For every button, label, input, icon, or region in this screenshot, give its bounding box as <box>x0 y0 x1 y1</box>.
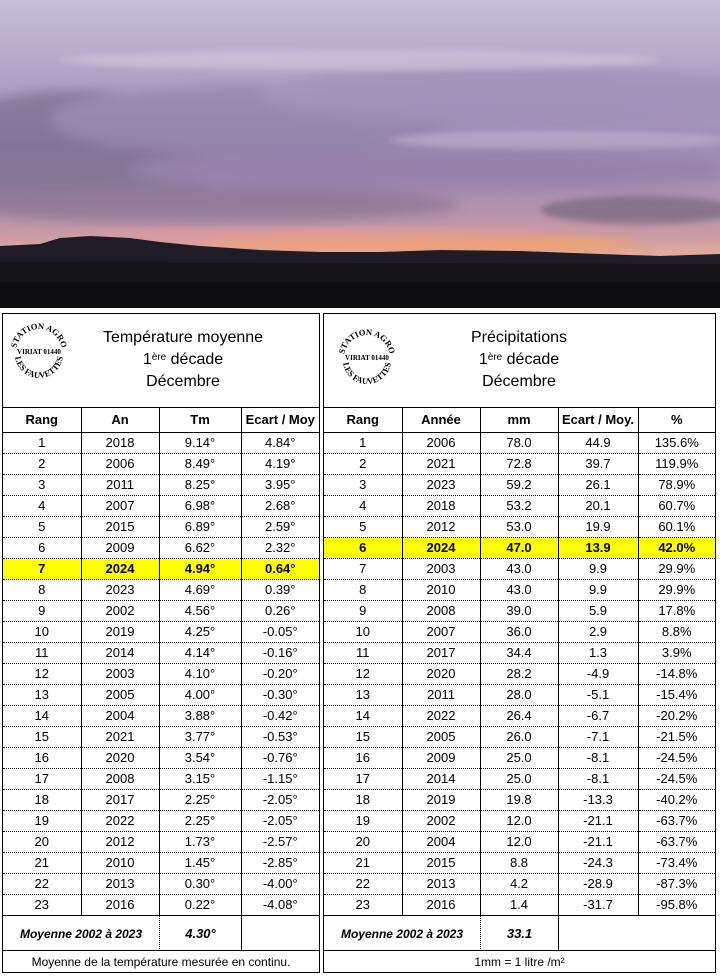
table-cell: 9.14° <box>159 432 241 453</box>
table-cell: 78.9% <box>638 474 715 495</box>
table-cell: -2.85° <box>241 852 319 873</box>
table-row <box>324 831 715 852</box>
table-cell: 1.73° <box>159 831 241 852</box>
table-cell: -24.3 <box>558 852 638 873</box>
table-cell: 2004 <box>81 705 159 726</box>
table-cell: 2002 <box>402 810 480 831</box>
temperature-month: Décembre <box>146 373 220 390</box>
table-cell: -0.16° <box>241 642 319 663</box>
table-row <box>3 852 319 873</box>
table-cell: -6.7 <box>558 705 638 726</box>
table-cell: -8.1 <box>558 747 638 768</box>
table-cell: 4.19° <box>241 453 319 474</box>
precipitation-table <box>324 408 715 916</box>
table-cell: 2021 <box>81 726 159 747</box>
table-cell: 5 <box>3 516 81 537</box>
table-cell: -2.57° <box>241 831 319 852</box>
table-row <box>324 768 715 789</box>
table-row <box>324 537 715 558</box>
table-cell: 23 <box>324 894 402 915</box>
table-cell: 0.64° <box>241 558 319 579</box>
table-row <box>3 810 319 831</box>
precipitation-note: 1mm = 1 litre /m² <box>324 950 715 972</box>
table-cell: -0.20° <box>241 663 319 684</box>
svg-text:STATION AGRO: STATION AGRO <box>336 326 398 355</box>
table-cell: 6 <box>3 537 81 558</box>
table-cell: -7.1 <box>558 726 638 747</box>
table-cell: 2002 <box>81 600 159 621</box>
table-cell: 12 <box>3 663 81 684</box>
table-cell: 2009 <box>402 747 480 768</box>
table-cell: 2022 <box>81 810 159 831</box>
table-cell: 26.0 <box>480 726 558 747</box>
temperature-table <box>3 408 319 916</box>
table-cell: 135.6% <box>638 432 715 453</box>
table-cell: 2007 <box>81 495 159 516</box>
table-cell: -40.2% <box>638 789 715 810</box>
table-cell: 53.0 <box>480 516 558 537</box>
table-row <box>324 705 715 726</box>
table-row <box>3 768 319 789</box>
table-row <box>3 600 319 621</box>
table-cell: 29.9% <box>638 579 715 600</box>
table-cell: 2023 <box>81 579 159 600</box>
table-cell: 2021 <box>402 453 480 474</box>
table-cell: 2016 <box>402 894 480 915</box>
table-cell: -87.3% <box>638 873 715 894</box>
table-cell: 0.30° <box>159 873 241 894</box>
table-cell: 10 <box>3 621 81 642</box>
precipitation-panel <box>323 313 716 973</box>
table-cell: 6.98° <box>159 495 241 516</box>
table-cell: 2014 <box>402 768 480 789</box>
table-cell: 78.0 <box>480 432 558 453</box>
table-cell: 39.0 <box>480 600 558 621</box>
precipitation-table-header <box>324 408 715 432</box>
table-cell: -0.30° <box>241 684 319 705</box>
svg-text:VIRIAT 01440: VIRIAT 01440 <box>17 348 61 356</box>
table-cell: -31.7 <box>558 894 638 915</box>
table-cell: 21 <box>3 852 81 873</box>
precipitation-average-row <box>324 915 715 951</box>
svg-text:VIRIAT 01440: VIRIAT 01440 <box>345 354 389 362</box>
table-cell: 60.1% <box>638 516 715 537</box>
table-cell: 11 <box>3 642 81 663</box>
table-cell: 2010 <box>81 852 159 873</box>
table-cell: 2011 <box>402 684 480 705</box>
table-cell: -63.7% <box>638 831 715 852</box>
table-cell: 20 <box>3 831 81 852</box>
table-cell: 0.22° <box>159 894 241 915</box>
table-cell: 2019 <box>402 789 480 810</box>
table-cell: 12.0 <box>480 831 558 852</box>
table-cell: -24.5% <box>638 768 715 789</box>
table-cell: 7 <box>3 558 81 579</box>
table-cell: -8.1 <box>558 768 638 789</box>
table-cell: 18 <box>3 789 81 810</box>
column-header: Ecart / Moy <box>241 408 319 432</box>
table-cell: 4.14° <box>159 642 241 663</box>
table-cell: 20 <box>324 831 402 852</box>
table-cell: 72.8 <box>480 453 558 474</box>
temperature-note: Moyenne de la température mesurée en continu. <box>3 950 319 972</box>
table-cell: 6 <box>324 537 402 558</box>
table-cell: 2015 <box>81 516 159 537</box>
table-row <box>324 642 715 663</box>
table-cell: 17.8% <box>638 600 715 621</box>
table-cell: 36.0 <box>480 621 558 642</box>
table-cell: 22 <box>324 873 402 894</box>
table-row <box>3 831 319 852</box>
svg-text:LES FAUVETTES: LES FAUVETTES <box>341 361 393 386</box>
table-cell: -2.05° <box>241 789 319 810</box>
table-cell: -0.05° <box>241 621 319 642</box>
column-header: Rang <box>324 408 402 432</box>
table-cell: 2.25° <box>159 810 241 831</box>
table-cell: 8.25° <box>159 474 241 495</box>
station-stamp-logo <box>8 318 70 380</box>
table-cell: 2010 <box>402 579 480 600</box>
table-cell: 3.54° <box>159 747 241 768</box>
table-cell: 6.89° <box>159 516 241 537</box>
temperature-average-row <box>3 915 319 951</box>
table-cell: 6.62° <box>159 537 241 558</box>
table-cell: 3.77° <box>159 726 241 747</box>
table-cell: 5.9 <box>558 600 638 621</box>
temperature-panel <box>2 313 320 973</box>
table-cell: -4.9 <box>558 663 638 684</box>
table-cell: 20.1 <box>558 495 638 516</box>
table-cell: 47.0 <box>480 537 558 558</box>
table-cell: 9.9 <box>558 558 638 579</box>
precipitation-average-value: 33.1 <box>481 916 559 951</box>
table-cell: 2005 <box>81 684 159 705</box>
table-cell: 43.0 <box>480 579 558 600</box>
table-cell: 2 <box>324 453 402 474</box>
table-cell: 2017 <box>402 642 480 663</box>
table-cell: 53.2 <box>480 495 558 516</box>
table-cell: 2006 <box>81 453 159 474</box>
table-cell: 1 <box>3 432 81 453</box>
table-cell: 2014 <box>81 642 159 663</box>
table-cell: 59.2 <box>480 474 558 495</box>
table-cell: 2008 <box>81 768 159 789</box>
table-cell: -73.4% <box>638 852 715 873</box>
column-header: % <box>638 408 715 432</box>
table-cell: 8.8% <box>638 621 715 642</box>
table-cell: 3 <box>3 474 81 495</box>
temperature-table-header <box>3 408 319 432</box>
column-header: Année <box>402 408 480 432</box>
table-cell: 25.0 <box>480 747 558 768</box>
table-cell: 2018 <box>81 432 159 453</box>
table-cell: 2007 <box>402 621 480 642</box>
table-cell: -28.9 <box>558 873 638 894</box>
temperature-header <box>3 314 319 408</box>
table-cell: 1.45° <box>159 852 241 873</box>
table-cell: 15 <box>3 726 81 747</box>
precipitation-month: Décembre <box>482 373 556 390</box>
table-cell: 11 <box>324 642 402 663</box>
table-row <box>3 663 319 684</box>
table-row <box>3 558 319 579</box>
table-row <box>3 537 319 558</box>
table-cell: 4.25° <box>159 621 241 642</box>
table-cell: 2.25° <box>159 789 241 810</box>
table-cell: 13 <box>3 684 81 705</box>
table-cell: 2020 <box>402 663 480 684</box>
station-stamp-logo <box>336 324 398 386</box>
table-cell: 119.9% <box>638 453 715 474</box>
table-cell: -0.42° <box>241 705 319 726</box>
precipitation-average-label: Moyenne 2002 à 2023 <box>324 916 481 951</box>
table-cell: 2003 <box>81 663 159 684</box>
table-row <box>3 873 319 894</box>
table-cell: 19 <box>324 810 402 831</box>
table-cell: 21 <box>324 852 402 873</box>
table-cell: 4 <box>324 495 402 516</box>
table-row <box>324 474 715 495</box>
table-cell: 19 <box>3 810 81 831</box>
precipitation-title: Précipitations <box>470 329 568 346</box>
table-cell: 2023 <box>402 474 480 495</box>
table-row <box>3 516 319 537</box>
temperature-title-block <box>63 327 303 393</box>
table-row <box>324 747 715 768</box>
table-cell: 2008 <box>402 600 480 621</box>
table-cell: 3.95° <box>241 474 319 495</box>
table-cell: -24.5% <box>638 747 715 768</box>
table-cell: 1.4 <box>480 894 558 915</box>
table-cell: 2003 <box>402 558 480 579</box>
table-cell: 19.8 <box>480 789 558 810</box>
table-cell: 3 <box>324 474 402 495</box>
table-cell: 19.9 <box>558 516 638 537</box>
table-cell: -4.08° <box>241 894 319 915</box>
table-cell: -14.8% <box>638 663 715 684</box>
table-cell: 22 <box>3 873 81 894</box>
table-row <box>3 789 319 810</box>
table-cell: 3.88° <box>159 705 241 726</box>
temperature-decade: 1ère décade <box>142 351 224 368</box>
table-cell: 2017 <box>81 789 159 810</box>
table-cell: 3.9% <box>638 642 715 663</box>
column-header: Rang <box>3 408 81 432</box>
table-cell: 2015 <box>402 852 480 873</box>
table-row <box>324 873 715 894</box>
table-cell: 26.4 <box>480 705 558 726</box>
table-row <box>324 852 715 873</box>
table-cell: -15.4% <box>638 684 715 705</box>
table-cell: 2011 <box>81 474 159 495</box>
temperature-average-label: Moyenne 2002 à 2023 <box>3 916 160 951</box>
precipitation-header <box>324 314 715 408</box>
table-cell: 2005 <box>402 726 480 747</box>
table-row <box>3 705 319 726</box>
table-cell: 17 <box>324 768 402 789</box>
table-cell: 44.9 <box>558 432 638 453</box>
table-cell: -4.00° <box>241 873 319 894</box>
column-header: mm <box>480 408 558 432</box>
table-cell: 0.39° <box>241 579 319 600</box>
table-row <box>3 642 319 663</box>
table-cell: 8.8 <box>480 852 558 873</box>
table-row <box>3 726 319 747</box>
table-cell: 2020 <box>81 747 159 768</box>
table-cell: 1 <box>324 432 402 453</box>
table-row <box>324 894 715 915</box>
table-cell: -5.1 <box>558 684 638 705</box>
svg-text:STATION AGRO: STATION AGRO <box>8 320 70 349</box>
table-row <box>324 495 715 516</box>
table-cell: 2024 <box>81 558 159 579</box>
table-row <box>324 453 715 474</box>
column-header: Tm <box>159 408 241 432</box>
table-cell: 8.49° <box>159 453 241 474</box>
table-cell: 2013 <box>402 873 480 894</box>
table-cell: 39.7 <box>558 453 638 474</box>
table-cell: 2.9 <box>558 621 638 642</box>
table-row <box>324 810 715 831</box>
table-row <box>3 894 319 915</box>
table-cell: 2009 <box>81 537 159 558</box>
table-cell: 4.69° <box>159 579 241 600</box>
table-row <box>324 621 715 642</box>
table-cell: 8 <box>3 579 81 600</box>
table-cell: 0.26° <box>241 600 319 621</box>
table-cell: 16 <box>324 747 402 768</box>
table-cell: 4.10° <box>159 663 241 684</box>
table-cell: 4.94° <box>159 558 241 579</box>
table-cell: 4.2 <box>480 873 558 894</box>
table-cell: 2019 <box>81 621 159 642</box>
column-header: An <box>81 408 159 432</box>
table-row <box>3 453 319 474</box>
table-row <box>324 516 715 537</box>
table-cell: 14 <box>324 705 402 726</box>
table-cell: 9 <box>3 600 81 621</box>
table-cell: 2013 <box>81 873 159 894</box>
table-row <box>3 621 319 642</box>
table-row <box>3 684 319 705</box>
table-cell: -21.1 <box>558 831 638 852</box>
svg-text:LES FAUVETTES: LES FAUVETTES <box>13 355 65 380</box>
table-row <box>324 789 715 810</box>
table-cell: 9.9 <box>558 579 638 600</box>
table-cell: 2 <box>3 453 81 474</box>
table-cell: 28.0 <box>480 684 558 705</box>
table-cell: -20.2% <box>638 705 715 726</box>
table-cell: 2016 <box>81 894 159 915</box>
table-cell: 4.00° <box>159 684 241 705</box>
table-row <box>324 600 715 621</box>
table-row <box>3 474 319 495</box>
table-row <box>3 432 319 453</box>
table-cell: -95.8% <box>638 894 715 915</box>
table-row <box>324 558 715 579</box>
table-row <box>3 495 319 516</box>
table-cell: 18 <box>324 789 402 810</box>
table-row <box>324 432 715 453</box>
table-cell: 23 <box>3 894 81 915</box>
sky-illustration <box>0 0 720 308</box>
table-cell: 16 <box>3 747 81 768</box>
table-cell: 12.0 <box>480 810 558 831</box>
table-cell: 2022 <box>402 705 480 726</box>
table-cell: -0.76° <box>241 747 319 768</box>
table-cell: 25.0 <box>480 768 558 789</box>
table-cell: 10 <box>324 621 402 642</box>
table-row <box>324 663 715 684</box>
table-row <box>324 684 715 705</box>
table-row <box>3 579 319 600</box>
table-cell: -1.15° <box>241 768 319 789</box>
table-cell: -63.7% <box>638 810 715 831</box>
table-cell: 2012 <box>81 831 159 852</box>
table-cell: 8 <box>324 579 402 600</box>
table-cell: 2006 <box>402 432 480 453</box>
table-cell: -0.53° <box>241 726 319 747</box>
table-cell: -13.3 <box>558 789 638 810</box>
table-cell: 12 <box>324 663 402 684</box>
table-cell: -21.1 <box>558 810 638 831</box>
table-row <box>3 747 319 768</box>
precipitation-title-block <box>394 327 644 393</box>
table-cell: 4.56° <box>159 600 241 621</box>
table-cell: -2.05° <box>241 810 319 831</box>
table-cell: 2004 <box>402 831 480 852</box>
table-cell: 2.59° <box>241 516 319 537</box>
temperature-title: Température moyenne <box>102 329 264 346</box>
table-cell: 2018 <box>402 495 480 516</box>
table-cell: 2024 <box>402 537 480 558</box>
table-cell: 4 <box>3 495 81 516</box>
temperature-average-value: 4.30° <box>160 916 242 951</box>
table-cell: 13 <box>324 684 402 705</box>
table-cell: 17 <box>3 768 81 789</box>
table-cell: 60.7% <box>638 495 715 516</box>
table-row <box>324 579 715 600</box>
table-cell: 28.2 <box>480 663 558 684</box>
table-cell: 7 <box>324 558 402 579</box>
column-header: Ecart / Moy. <box>558 408 638 432</box>
table-cell: 42.0% <box>638 537 715 558</box>
table-cell: 1.3 <box>558 642 638 663</box>
precipitation-decade: 1ère décade <box>478 351 560 368</box>
table-cell: 26.1 <box>558 474 638 495</box>
table-cell: 2.68° <box>241 495 319 516</box>
table-cell: 13.9 <box>558 537 638 558</box>
table-cell: 34.4 <box>480 642 558 663</box>
table-cell: 29.9% <box>638 558 715 579</box>
table-cell: 14 <box>3 705 81 726</box>
table-cell: 2012 <box>402 516 480 537</box>
table-cell: 4.84° <box>241 432 319 453</box>
table-cell: 5 <box>324 516 402 537</box>
table-cell: 43.0 <box>480 558 558 579</box>
sunset-sky-photo <box>0 0 720 308</box>
table-cell: 9 <box>324 600 402 621</box>
table-row <box>324 726 715 747</box>
table-cell: 3.15° <box>159 768 241 789</box>
table-cell: -21.5% <box>638 726 715 747</box>
table-cell: 15 <box>324 726 402 747</box>
table-cell: 2.32° <box>241 537 319 558</box>
